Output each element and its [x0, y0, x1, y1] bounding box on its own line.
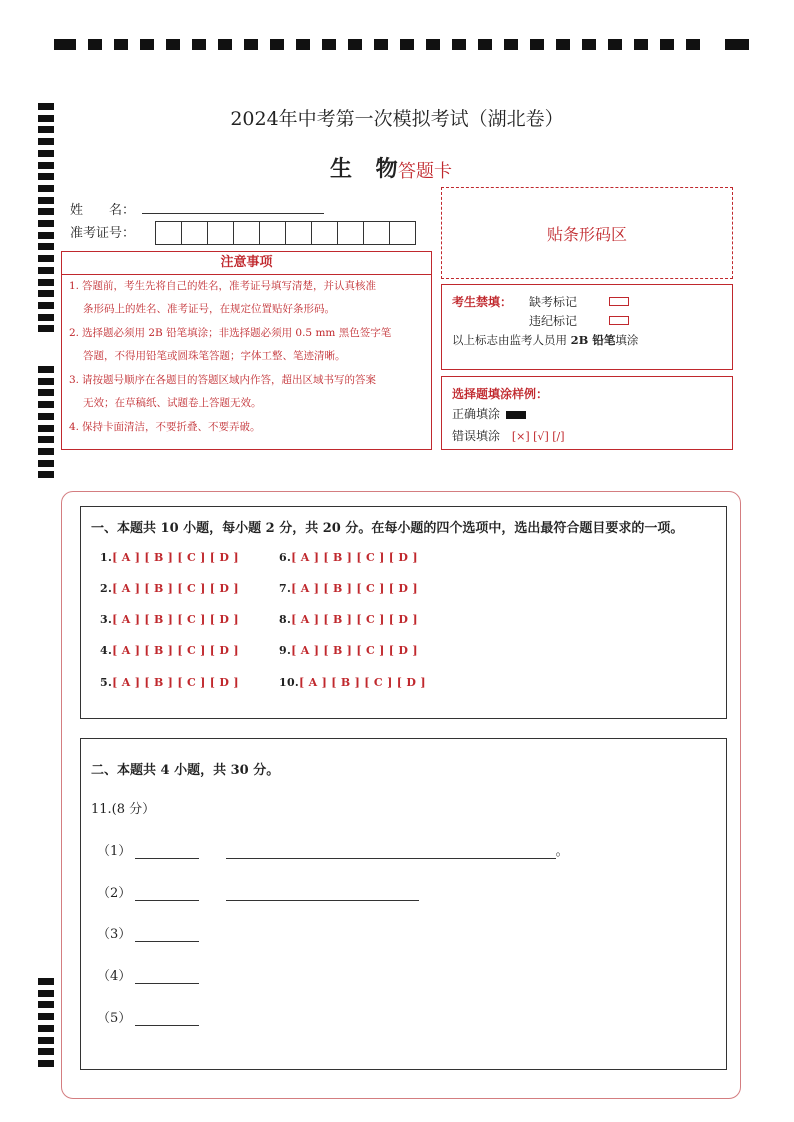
id-digit-box[interactable] — [233, 221, 260, 245]
name-field[interactable] — [142, 213, 324, 214]
timing-mark — [38, 243, 54, 250]
timing-mark — [38, 1025, 54, 1032]
fill-sample-box — [441, 376, 733, 450]
answer-line-5[interactable]: （5） — [97, 1007, 199, 1026]
subject-title: 生 物 — [330, 156, 406, 182]
choice-question-7[interactable]: 7.[ A ] [ B ] [ C ] [ D ] — [279, 582, 418, 595]
choice-question-4[interactable]: 4.[ A ] [ B ] [ C ] [ D ] — [100, 644, 239, 657]
timing-mark — [38, 978, 54, 985]
answer-line-1[interactable]: （1） 。 — [97, 844, 569, 859]
timing-mark — [38, 150, 54, 157]
timing-mark — [38, 1013, 54, 1020]
violation-label: 违纪标记 — [529, 314, 578, 328]
timing-mark — [38, 436, 54, 443]
choice-question-9[interactable]: 9.[ A ] [ B ] [ C ] [ D ] — [279, 644, 418, 657]
timing-mark — [38, 378, 54, 385]
sample-title: 选择题填涂样例： — [452, 387, 549, 401]
id-number-boxes[interactable] — [155, 221, 415, 245]
choice-question-1[interactable]: 1.[ A ] [ B ] [ C ] [ D ] — [100, 551, 239, 564]
timing-mark — [38, 325, 54, 332]
timing-mark — [38, 471, 54, 478]
subject-suffix: 答题卡 — [398, 161, 452, 182]
id-digit-box[interactable] — [285, 221, 312, 245]
timing-mark — [38, 389, 54, 396]
id-digit-box[interactable] — [207, 221, 234, 245]
absent-mark-box[interactable] — [609, 297, 629, 306]
violation-mark-box[interactable] — [609, 316, 629, 325]
correct-fill-label: 正确填涂 — [452, 405, 526, 422]
timing-mark — [38, 1048, 54, 1055]
timing-mark — [38, 314, 54, 321]
timing-mark — [38, 208, 54, 215]
choice-question-5[interactable]: 5.[ A ] [ B ] [ C ] [ D ] — [100, 676, 239, 689]
timing-mark — [38, 302, 54, 309]
timing-mark — [38, 255, 54, 262]
timing-mark — [38, 1037, 54, 1044]
timing-mark — [38, 990, 54, 997]
section-choice-title: 一、本题共 10 小题，每小题 2 分，共 20 分。在每小题的四个选项中，选出最符合题目要求的一项。 — [91, 521, 684, 536]
section-written — [80, 738, 727, 1070]
wrong-fill-label: 错误填涂 [×] [√] [/] — [452, 429, 565, 443]
notice-title: 注意事项 — [61, 251, 432, 275]
timing-mark — [38, 1060, 54, 1067]
id-digit-box[interactable] — [259, 221, 286, 245]
wrong-fill-marks: [×] [√] [/] — [511, 430, 565, 443]
timing-mark — [38, 162, 54, 169]
answer-line-2[interactable]: （2） — [97, 882, 419, 901]
timing-mark — [38, 173, 54, 180]
choice-question-10[interactable]: 10.[ A ] [ B ] [ C ] [ D ] — [279, 676, 426, 689]
id-label: 准考证号： — [70, 226, 136, 241]
answer-line-4[interactable]: （4） — [97, 965, 199, 984]
choice-question-6[interactable]: 6.[ A ] [ B ] [ C ] [ D ] — [279, 551, 418, 564]
timing-marks-top — [54, 39, 750, 51]
answer-line-3[interactable]: （3） — [97, 923, 199, 942]
examinee-forbidden-box — [441, 284, 733, 370]
timing-mark — [38, 1001, 54, 1008]
timing-mark — [38, 413, 54, 420]
timing-mark — [38, 366, 54, 373]
forbidden-label: 考生禁填： — [452, 295, 513, 309]
timing-mark — [38, 220, 54, 227]
timing-mark — [38, 290, 54, 297]
question-11-label: 11.(8 分） — [91, 802, 156, 817]
timing-mark — [38, 401, 54, 408]
timing-mark — [38, 425, 54, 432]
timing-mark — [38, 197, 54, 204]
choice-question-3[interactable]: 3.[ A ] [ B ] [ C ] [ D ] — [100, 613, 239, 626]
timing-mark — [38, 448, 54, 455]
notice-box — [61, 274, 432, 450]
timing-mark — [38, 232, 54, 239]
id-digit-box[interactable] — [337, 221, 364, 245]
filled-block-icon — [506, 411, 526, 419]
exam-title: 2024年中考第一次模拟考试（湖北卷） — [230, 108, 564, 130]
timing-mark — [38, 185, 54, 192]
timing-mark — [38, 279, 54, 286]
notice-item-4: 4. 保持卡面清洁，不要折叠、不要弄破。 — [69, 421, 261, 433]
notice-item-3: 3. 请按题号顺序在各题目的答题区域内作答，超出区域书写的答案 无效；在草稿纸、试题卷上答题无效。 — [69, 374, 376, 409]
timing-mark — [38, 460, 54, 467]
id-digit-box[interactable] — [311, 221, 338, 245]
barcode-label: 贴条形码区 — [546, 224, 627, 244]
choice-question-2[interactable]: 2.[ A ] [ B ] [ C ] [ D ] — [100, 582, 239, 595]
notice-item-1: 1. 答题前，考生先将自己的姓名，准考证号填写清楚，并认真核准 条形码上的姓名、准考证号，在规定位置贴好条形码。 — [69, 280, 376, 315]
barcode-area — [441, 187, 733, 279]
name-label: 姓 名： — [70, 203, 136, 218]
id-digit-box[interactable] — [363, 221, 390, 245]
notice-item-2: 2. 选择题必须用 2B 铅笔填涂；非选择题必须用 0.5 mm 黑色签字笔 答题，不得用铅笔或圆珠笔答题；字体工整、笔迹清晰。 — [69, 327, 392, 362]
id-digit-box[interactable] — [181, 221, 208, 245]
id-digit-box[interactable] — [155, 221, 182, 245]
absent-label: 缺考标记 — [529, 295, 578, 309]
section-choice — [80, 506, 727, 719]
section-written-title: 二、本题共 4 小题，共 30 分。 — [91, 763, 280, 778]
choice-question-8[interactable]: 8.[ A ] [ B ] [ C ] [ D ] — [279, 613, 418, 626]
timing-mark — [38, 138, 54, 145]
forbidden-note: 以上标志由监考人员用 2B 铅笔填涂 — [452, 333, 639, 347]
timing-mark — [38, 267, 54, 274]
id-digit-box[interactable] — [389, 221, 416, 245]
